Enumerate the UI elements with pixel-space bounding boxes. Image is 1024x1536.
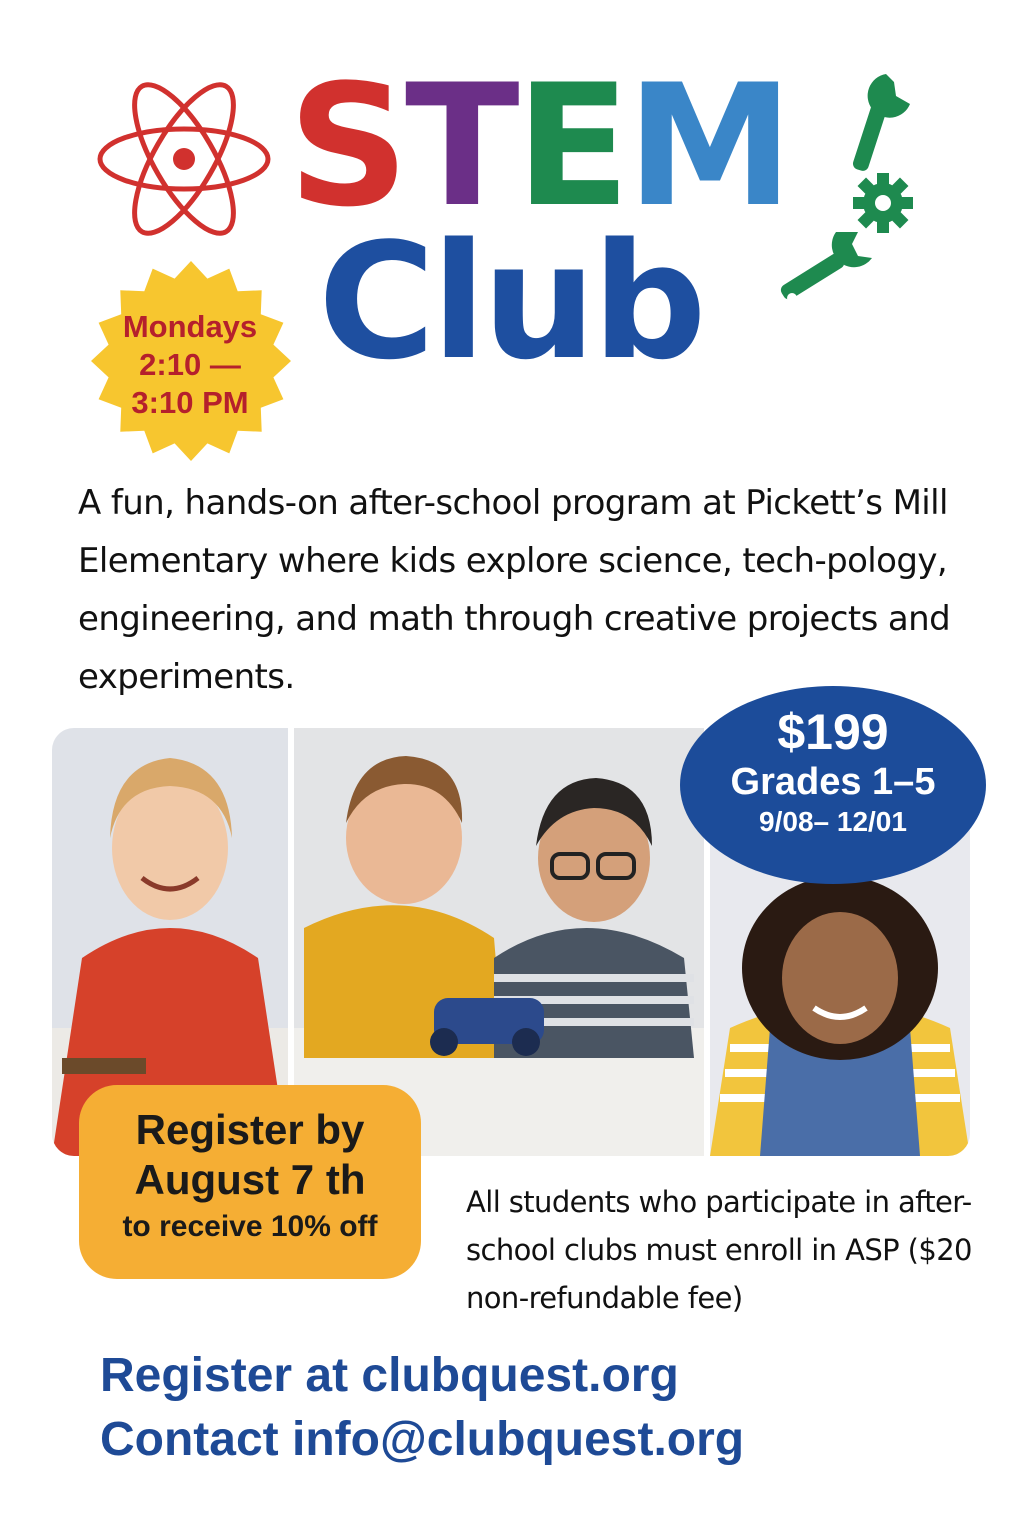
price-amount: $199 — [777, 704, 889, 760]
schedule-day: Mondays — [122, 309, 258, 344]
schedule-end: 3:10 PM — [131, 385, 249, 420]
title-letter-e: E — [515, 48, 627, 244]
deadline-date: August 7 th — [134, 1156, 366, 1203]
wrench-icon — [842, 70, 922, 180]
session-dates: 9/08– 12/01 — [759, 806, 907, 837]
club-title: Club — [318, 208, 703, 395]
atom-icon — [96, 80, 272, 238]
title-letter-m: M — [626, 48, 790, 244]
price-badge — [680, 686, 986, 884]
asp-enrollment-note: All students who participate in after-school clubs must enroll in ASP ($20 non-refundable fee) — [466, 1185, 972, 1315]
contact-email[interactable]: Contact info@clubquest.org — [100, 1413, 745, 1466]
stem-title — [288, 48, 818, 244]
program-description: A fun, hands-on after-school program at Pickett’s Mill Elementary where kids explore science, tech-pology, engineering, and math through creative projects and experiments. — [78, 483, 951, 697]
early-registration-box — [79, 1085, 421, 1279]
register-link[interactable]: Register at clubquest.org — [100, 1349, 679, 1402]
title-letter-s: S — [288, 48, 405, 244]
wrench-icon — [770, 226, 880, 316]
grade-range: Grades 1–5 — [730, 761, 936, 803]
schedule-start: 2:10 — — [139, 347, 241, 382]
discount-text: to receive 10% off — [122, 1210, 378, 1243]
schedule-text — [92, 308, 288, 422]
register-by-line: Register by — [135, 1106, 365, 1153]
title-letter-t: T — [405, 48, 516, 244]
